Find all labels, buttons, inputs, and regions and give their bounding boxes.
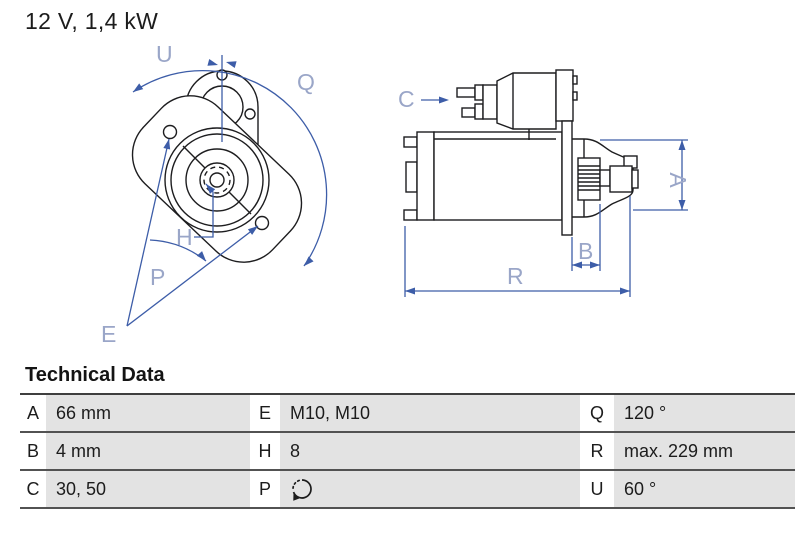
- dim-label-h: H: [176, 224, 193, 250]
- dim-label-p: P: [150, 264, 166, 290]
- param-value: 30, 50: [46, 471, 250, 507]
- param-key: R: [580, 433, 614, 469]
- dim-label-c: C: [398, 86, 415, 112]
- param-value: 66 mm: [46, 395, 250, 431]
- dim-label-a: A: [665, 172, 691, 188]
- param-key: C: [20, 471, 46, 507]
- param-value: 8: [280, 433, 580, 469]
- rotation-direction-icon: [290, 477, 314, 501]
- table-row: [20, 433, 795, 471]
- technical-data-section: [20, 364, 795, 509]
- param-value: M10, M10: [280, 395, 580, 431]
- side-view: [404, 70, 638, 235]
- front-view: [116, 70, 318, 279]
- page-title: 12 V, 1,4 kW: [25, 8, 159, 34]
- param-key: Q: [580, 395, 614, 431]
- table-row: [20, 471, 795, 509]
- param-key: B: [20, 433, 46, 469]
- dim-label-r: R: [507, 263, 524, 289]
- dim-label-q: Q: [297, 69, 315, 95]
- technical-data-table: [20, 393, 795, 509]
- rotation-direction-cell: [280, 471, 580, 507]
- param-key: P: [250, 471, 280, 507]
- param-key: E: [250, 395, 280, 431]
- dim-label-u: U: [156, 41, 173, 67]
- dim-label-e: E: [101, 321, 117, 347]
- param-value: 120 °: [614, 395, 795, 431]
- param-value: max. 229 mm: [614, 433, 795, 469]
- param-key: H: [250, 433, 280, 469]
- param-key: U: [580, 471, 614, 507]
- param-key: A: [20, 395, 46, 431]
- dim-label-b: B: [578, 238, 594, 264]
- param-value: 60 °: [614, 471, 795, 507]
- table-row: [20, 395, 795, 433]
- technical-data-heading: Technical Data: [25, 364, 165, 386]
- param-value: 4 mm: [46, 433, 250, 469]
